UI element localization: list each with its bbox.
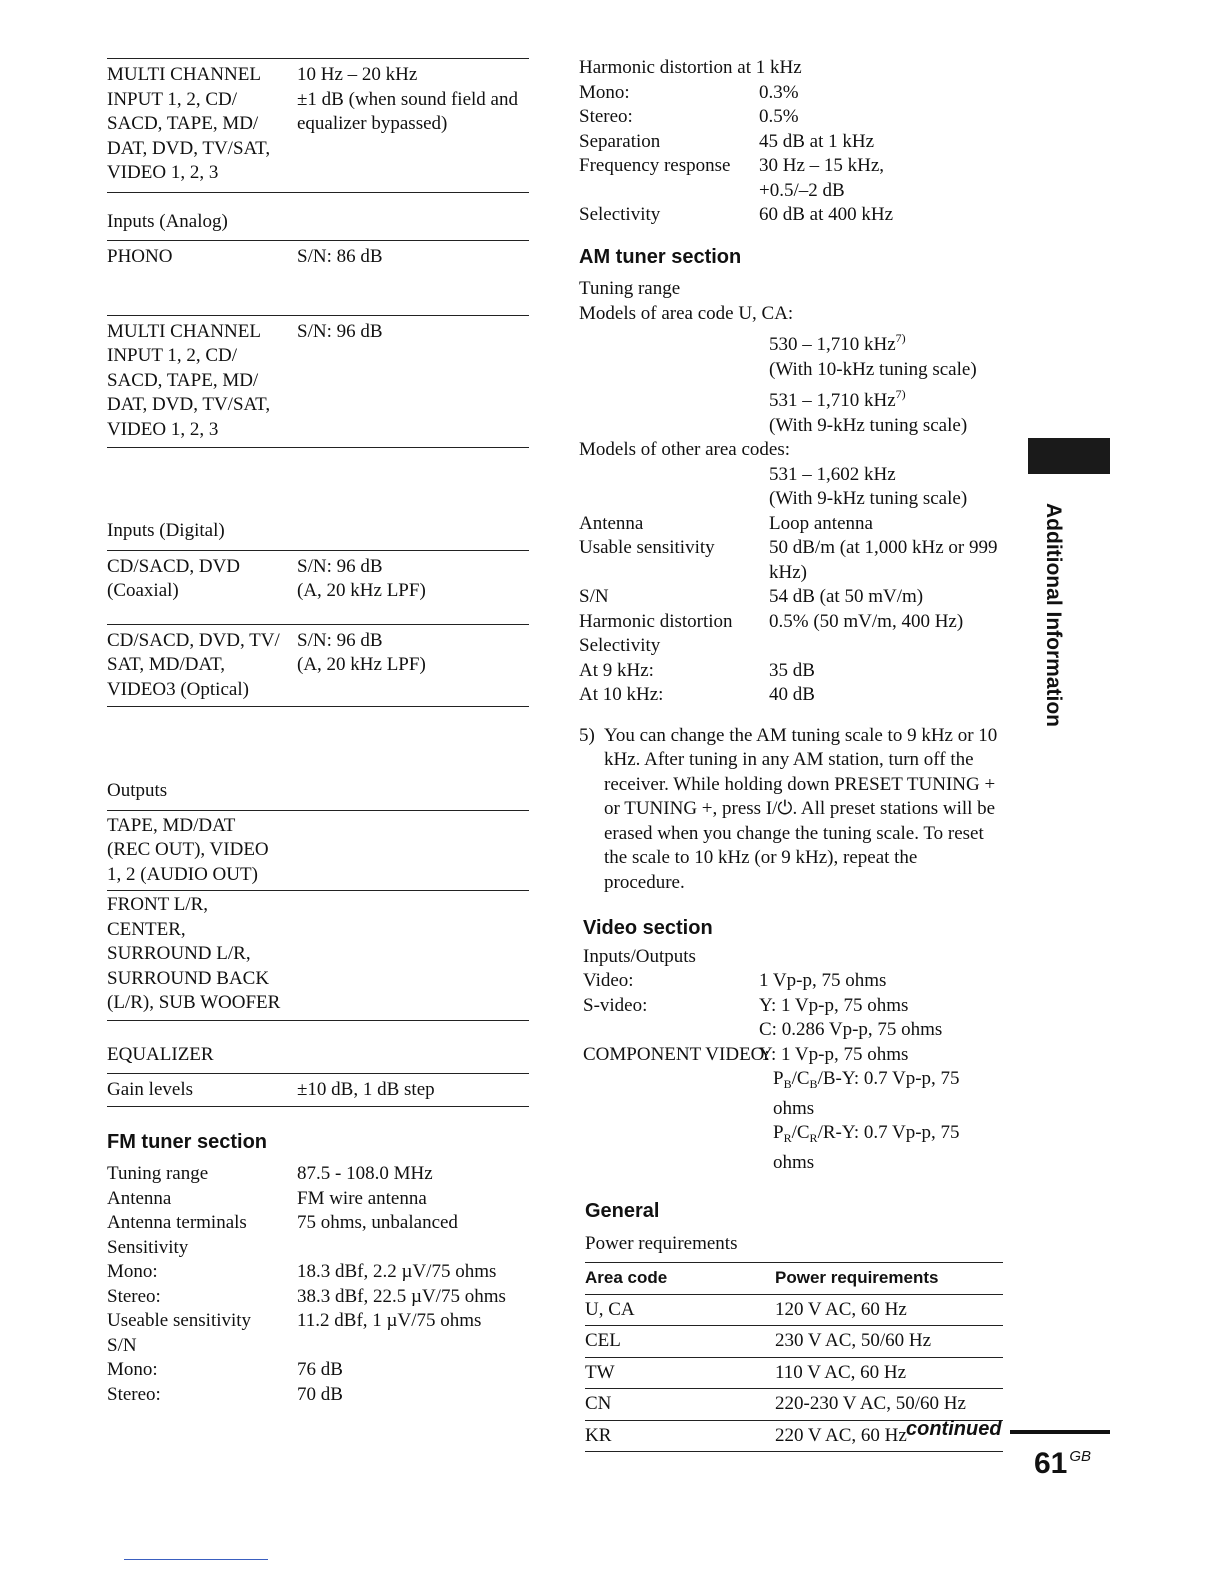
spec-values: 0.3% 0.5% 45 dB at 1 kHz 30 Hz – 15 kHz, +0.5/–2 dB 60 dB at 400 kHz bbox=[759, 81, 894, 225]
component-label: COMPONENT VIDEO: bbox=[583, 1043, 770, 1065]
side-tab-marker bbox=[1028, 438, 1110, 474]
spec-value: 10 Hz – 20 kHz ±1 dB (when sound field and equalizer bypassed) bbox=[297, 64, 518, 134]
pb-sub: B bbox=[809, 1077, 818, 1091]
table-cell: 230 V AC, 50/60 Hz bbox=[775, 1330, 932, 1351]
spec-value: S/N: 96 dB bbox=[297, 320, 383, 342]
footnote bbox=[579, 724, 1004, 896]
component-video bbox=[579, 1043, 1004, 1068]
inputs-analog-heading: Inputs (Analog) bbox=[107, 210, 228, 232]
spec-label: PHONO bbox=[107, 246, 173, 267]
spec-out-tape: TAPE, MD/DAT (REC OUT), VIDEO 1, 2 (AUDIO OUT) bbox=[107, 814, 269, 885]
spec-values: 1 Vp-p, 75 ohms Y: 1 Vp-p, 75 ohms C: 0.286 Vp-p, 75 ohms bbox=[759, 970, 943, 1040]
footnote-text: You can change the AM tuning scale to 9 kHz or 10 kHz. After tuning in any AM station, turn off the receiver. While holding down PRESET TUNING + or TUNING +, press I/⏻. All preset stations will be erased when you change the tuning scale. To reset the scale to 10 kHz (or 9 kHz), repeat the procedure. bbox=[604, 724, 998, 893]
inputs-digital-heading: Inputs (Digital) bbox=[107, 520, 225, 541]
component-pr bbox=[579, 1121, 1004, 1175]
spec-phono bbox=[107, 241, 529, 270]
am-range-block bbox=[579, 326, 1004, 438]
fm-section-heading: FM tuner section bbox=[107, 1130, 268, 1153]
rule bbox=[107, 447, 529, 448]
table-cell: 220-230 V AC, 50/60 Hz bbox=[775, 1393, 966, 1414]
pr-sub: R bbox=[783, 1131, 792, 1145]
range-text: 531 – 1,710 kHz bbox=[769, 390, 896, 411]
component-y: Y: 1 Vp-p, 75 ohms bbox=[759, 1043, 909, 1065]
spec-out-front: FRONT L/R, CENTER, SURROUND L/R, SURROUND BACK (L/R), SUB WOOFER bbox=[107, 894, 281, 1013]
left-column bbox=[107, 58, 529, 1407]
spec-optical bbox=[107, 625, 529, 703]
rule bbox=[107, 1106, 529, 1107]
power-heading: Power requirements bbox=[585, 1232, 738, 1254]
pb-text: P bbox=[773, 1068, 784, 1089]
am-range-3: 531 – 1,602 kHz bbox=[769, 463, 896, 485]
table-cell: CN bbox=[585, 1393, 612, 1414]
spec-value: S/N: 86 dB bbox=[297, 246, 383, 267]
am-models-other: Models of other area codes: bbox=[579, 439, 791, 460]
footnote-number: 5) bbox=[579, 724, 595, 746]
fm-specs bbox=[107, 1162, 529, 1407]
table-row bbox=[585, 1326, 1003, 1358]
rule bbox=[107, 192, 529, 193]
spec-value: ±10 dB, 1 dB step bbox=[297, 1079, 435, 1100]
spec-label: Gain levels bbox=[107, 1079, 194, 1100]
pb-sub: B bbox=[783, 1077, 792, 1091]
table-cell: KR bbox=[585, 1424, 612, 1446]
spec-labels: Antenna Usable sensitivity S/N Harmonic distortion Selectivity At 9 kHz: At 10 kHz: bbox=[579, 512, 733, 705]
pr-text: /C bbox=[791, 1122, 810, 1143]
spec-multi-freq bbox=[107, 59, 529, 186]
table-cell: 120 V AC, 60 Hz bbox=[775, 1298, 907, 1320]
table-cell: 220 V AC, 60 Hz bbox=[775, 1424, 907, 1446]
side-tab-label-wrap bbox=[1030, 490, 1076, 740]
table-cell: 110 V AC, 60 Hz bbox=[775, 1361, 907, 1383]
video-specs bbox=[579, 945, 1004, 1043]
outputs-heading: Outputs bbox=[107, 780, 168, 801]
spec-values: 87.5 - 108.0 MHz FM wire antenna 75 ohms, unbalanced 18.3 dBf, 2.2 µV/75 ohms 38.3 dBf, 22.5 µV/75 ohms 11.2 dBf, 1 µV/75 ohms 76 dB 70 dB bbox=[297, 1163, 506, 1405]
table-row bbox=[585, 1389, 1003, 1421]
rule bbox=[107, 706, 529, 707]
column-header: Area code bbox=[585, 1268, 668, 1287]
pr-text: P bbox=[773, 1122, 784, 1143]
spec-labels: Inputs/Outputs Video: S-video: bbox=[583, 945, 696, 1016]
spec-label: MULTI CHANNEL INPUT 1, 2, CD/ SACD, TAPE, MD/ DAT, DVD, TV/SAT, VIDEO 1, 2, 3 bbox=[107, 64, 271, 183]
table-cell: CEL bbox=[585, 1330, 621, 1351]
bottom-edge-line bbox=[124, 1559, 268, 1560]
am-range-block-2 bbox=[579, 463, 1004, 512]
spec-labels: Tuning range Antenna Antenna terminals Sensitivity Mono: Stereo: Useable sensitivity S/N Mono: Stereo: bbox=[107, 1163, 252, 1405]
am-scale-2: (With 9-kHz tuning scale) bbox=[769, 414, 968, 436]
page-number-value: 61 bbox=[1034, 1447, 1068, 1480]
spec-value: S/N: 96 dB (A, 20 kHz LPF) bbox=[297, 555, 426, 601]
column-header: Power requirements bbox=[775, 1268, 939, 1287]
page-number-suffix: GB bbox=[1069, 1448, 1092, 1465]
am-specs bbox=[579, 512, 1004, 708]
right-column bbox=[579, 56, 1004, 1452]
spec-coaxial bbox=[107, 551, 529, 604]
spec-labels: Harmonic distortion at 1 kHz Mono: Stereo: Separation Frequency response Selectivity bbox=[579, 57, 802, 225]
component-pb bbox=[579, 1067, 1004, 1121]
spec-value: S/N: 96 dB (A, 20 kHz LPF) bbox=[297, 629, 426, 675]
equalizer-heading: EQUALIZER bbox=[107, 1043, 214, 1065]
spec-multi-sn bbox=[107, 316, 529, 443]
spec-label: CD/SACD, DVD (Coaxial) bbox=[107, 555, 241, 601]
pr-sub: R bbox=[809, 1131, 818, 1145]
pr-text: /R-Y: 0.7 Vp-p, 75 ohms bbox=[773, 1122, 960, 1173]
am-range-1 bbox=[769, 326, 1004, 358]
spec-label: MULTI CHANNEL INPUT 1, 2, CD/ SACD, TAPE, MD/ DAT, DVD, TV/SAT, VIDEO 1, 2, 3 bbox=[107, 320, 271, 440]
footnote-ref: 7) bbox=[895, 331, 906, 345]
am-scale-1: (With 10-kHz tuning scale) bbox=[769, 358, 977, 380]
table-row bbox=[585, 1294, 1003, 1326]
am-models-u: Models of area code U, CA: bbox=[579, 302, 794, 324]
side-tab-label: Additional Information bbox=[1042, 503, 1065, 727]
continued-label: continued bbox=[906, 1418, 1002, 1440]
spec-values: Loop antenna 50 dB/m (at 1,000 kHz or 999 kHz) 54 dB (at 50 mV/m) 0.5% (50 mV/m, 400 Hz) 35 dB 40 dB bbox=[769, 512, 998, 705]
am-range-2 bbox=[769, 382, 1004, 414]
continued-rule bbox=[1010, 1430, 1110, 1434]
video-section-heading: Video section bbox=[583, 917, 713, 939]
table-row bbox=[585, 1357, 1003, 1389]
table-header-row bbox=[585, 1263, 1003, 1295]
am-section-heading: AM tuner section bbox=[579, 245, 742, 268]
rule bbox=[107, 1020, 529, 1021]
footnote-ref: 7) bbox=[895, 387, 906, 401]
pb-text: /B-Y: 0.7 Vp-p, 75 ohms bbox=[773, 1068, 960, 1119]
spec-label: CD/SACD, DVD, TV/ SAT, MD/DAT, VIDEO3 (Optical) bbox=[107, 629, 280, 700]
pb-text: /C bbox=[791, 1068, 810, 1089]
table-cell: TW bbox=[585, 1361, 615, 1383]
range-text: 530 – 1,710 kHz bbox=[769, 334, 896, 355]
fm-continued bbox=[579, 56, 1004, 228]
am-tuning-range: Tuning range bbox=[579, 278, 681, 299]
table-cell: U, CA bbox=[585, 1298, 635, 1320]
am-scale-3: (With 9-kHz tuning scale) bbox=[769, 488, 968, 509]
spec-gain bbox=[107, 1074, 529, 1103]
page-number bbox=[1034, 1447, 1091, 1481]
general-section-heading: General bbox=[585, 1200, 660, 1222]
